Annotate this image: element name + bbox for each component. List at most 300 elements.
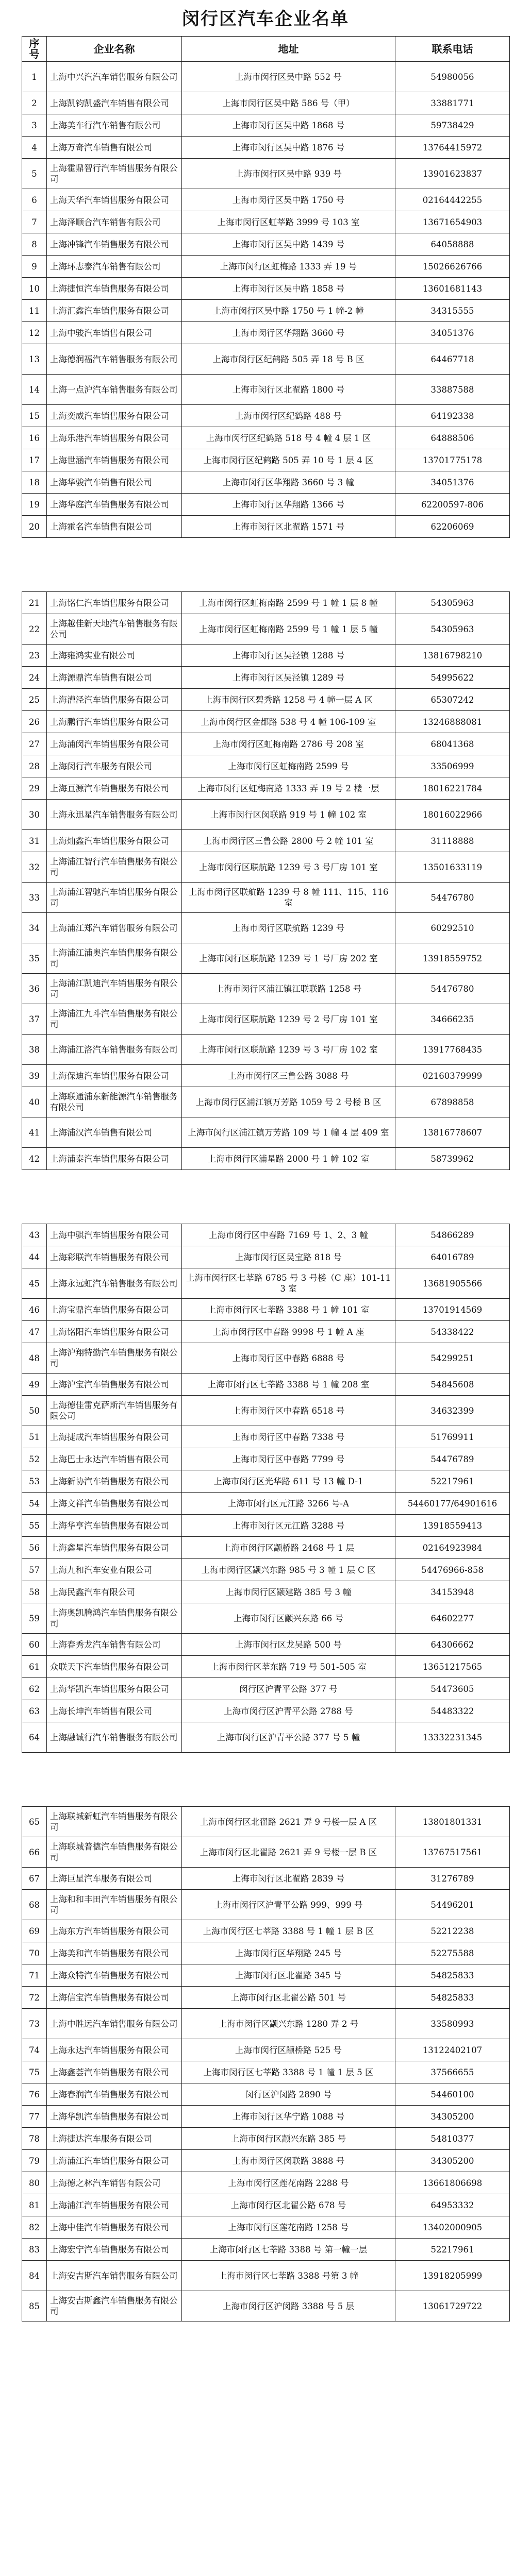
company-name: 上海华凯汽车销售服务有限公司: [47, 1678, 182, 1700]
company-phone: 54810377: [395, 2128, 510, 2150]
company-address: 上海市闵行区北翟路 1800 号: [182, 375, 395, 405]
company-phone: 68041368: [395, 733, 510, 755]
row-index: 39: [22, 1065, 47, 1087]
row-index: 19: [22, 494, 47, 516]
row-index: 60: [22, 1634, 47, 1656]
company-phone: 54995622: [395, 667, 510, 689]
company-address: 上海市闵行区七莘路 3388 号 1 幢 208 室: [182, 1374, 395, 1396]
row-index: 54: [22, 1493, 47, 1515]
row-index: 56: [22, 1537, 47, 1559]
table-row: [22, 494, 510, 516]
company-phone: 52212238: [395, 1920, 510, 1942]
row-index: 4: [22, 137, 47, 159]
company-address: 上海市闵行区浦江镇江联联路 1258 号: [182, 974, 395, 1004]
company-phone: 13918205999: [395, 2261, 510, 2291]
company-address: 上海市闵行区联航路 1239 号 8 幢 111、115、116 室: [182, 883, 395, 913]
company-address: 上海市闵行区纪鹤路 518 号 4 幢 4 层 1 区: [182, 427, 395, 449]
company-address: 上海市闵行区沪青平公路 999、999 号: [182, 1890, 395, 1920]
company-phone: 54980056: [395, 62, 510, 92]
company-name: 上海美车行汽车销售有限公司: [47, 114, 182, 137]
row-index: 7: [22, 211, 47, 233]
table-row: [22, 883, 510, 913]
company-address: 上海市闵行区七莘路 3388 号 1 幢 1 层 5 区: [182, 2061, 395, 2083]
row-index: 77: [22, 2106, 47, 2128]
company-phone: 34315555: [395, 300, 510, 322]
table-row: [22, 2009, 510, 2039]
company-address: 上海市闵行区吴中路 1858 号: [182, 278, 395, 300]
row-index: 64: [22, 1722, 47, 1753]
company-phone: 62200597-806: [395, 494, 510, 516]
table-row: [22, 2106, 510, 2128]
table-row: [22, 516, 510, 538]
row-index: 27: [22, 733, 47, 755]
row-index: 65: [22, 1807, 47, 1837]
table-row: [22, 2216, 510, 2239]
company-name: 上海浦江汽车销售服务有限公司: [47, 2194, 182, 2216]
company-address: 上海市闵行区华翔路 245 号: [182, 1942, 395, 1964]
company-name: 上海捷达汽车服务有限公司: [47, 2128, 182, 2150]
row-index: 14: [22, 375, 47, 405]
company-name: 上海汇鑫汽车销售服务有限公司: [47, 300, 182, 322]
company-phone: 54476780: [395, 883, 510, 913]
company-phone: 52217961: [395, 2239, 510, 2261]
header-phone: 联系电话: [395, 37, 510, 62]
company-name: 上海中骐汽车销售服务有限公司: [47, 1224, 182, 1246]
company-phone: 13767517561: [395, 1837, 510, 1868]
table-row: [22, 375, 510, 405]
row-index: 26: [22, 711, 47, 733]
table-row: [22, 114, 510, 137]
row-index: 53: [22, 1470, 47, 1493]
company-address: 上海市闵行区中春路 6518 号: [182, 1396, 395, 1426]
table-row: [22, 614, 510, 645]
company-address: 上海市闵行区纪鹤路 488 号: [182, 405, 395, 427]
company-phone: 64953332: [395, 2194, 510, 2216]
page-break: [22, 1753, 509, 1806]
company-name: 上海春润汽车销售服务有限公司: [47, 2083, 182, 2106]
row-index: 32: [22, 852, 47, 883]
company-name: 众联天下汽车销售服务有限公司: [47, 1656, 182, 1678]
company-address: 上海市闵行区北翟公路 501 号: [182, 1987, 395, 2009]
company-phone: 13601681143: [395, 278, 510, 300]
row-index: 75: [22, 2061, 47, 2083]
company-address: 上海市闵行区吴中路 1750 号: [182, 189, 395, 211]
row-index: 85: [22, 2291, 47, 2321]
row-index: 15: [22, 405, 47, 427]
company-address: 上海市闵行区北翟路 345 号: [182, 1964, 395, 1987]
row-index: 59: [22, 1603, 47, 1634]
row-index: 12: [22, 322, 47, 344]
company-name: 上海春秀龙汽车销售有限公司: [47, 1634, 182, 1656]
company-address: 上海市闵行区浦江镇万芳路 1059 号 2 号楼 B 区: [182, 1087, 395, 1117]
table-row: [22, 777, 510, 800]
company-phone: 13661806698: [395, 2172, 510, 2194]
company-name: 上海宝鼎汽车销售服务有限公司: [47, 1299, 182, 1321]
company-address: 上海市闵行区颛兴东路 66 号: [182, 1603, 395, 1634]
company-address: 上海市闵行区虹梅南路 2786 号 208 室: [182, 733, 395, 755]
company-address: 上海市闵行区颛桥路 2468 号 1 层: [182, 1537, 395, 1559]
company-address: 上海市闵行区七莘路 6785 号 3 号楼（C 座）101-113 室: [182, 1268, 395, 1299]
row-index: 1: [22, 62, 47, 92]
company-address: 上海市闵行区七莘路 3388 号 第一幢一层: [182, 2239, 395, 2261]
table-row: [22, 2083, 510, 2106]
company-phone: 33506999: [395, 755, 510, 777]
row-index: 2: [22, 92, 47, 114]
company-table: [22, 1806, 510, 2321]
company-name: 上海浦江凯迪汽车销售服务有限公司: [47, 974, 182, 1004]
company-name: 上海众特汽车销售服务有限公司: [47, 1964, 182, 1987]
company-address: 上海市闵行区元江路 3288 号: [182, 1515, 395, 1537]
company-phone: 18016022966: [395, 800, 510, 830]
company-name: 上海浦江汽车销售服务有限公司: [47, 2150, 182, 2172]
company-name: 上海融诚行汽车销售服务有限公司: [47, 1722, 182, 1753]
company-phone: 13681905566: [395, 1268, 510, 1299]
row-index: 58: [22, 1581, 47, 1603]
table-row: [22, 1448, 510, 1470]
table-row: [22, 1837, 510, 1868]
company-address: 上海市闵行区北翟路 2621 弄 9 号楼一层 A 区: [182, 1807, 395, 1837]
row-index: 70: [22, 1942, 47, 1964]
row-index: 72: [22, 1987, 47, 2009]
company-address: 上海市闵行区中春路 7799 号: [182, 1448, 395, 1470]
company-phone: 34666235: [395, 1004, 510, 1035]
row-index: 28: [22, 755, 47, 777]
row-index: 81: [22, 2194, 47, 2216]
table-row: [22, 1920, 510, 1942]
table-row: [22, 1987, 510, 2009]
company-address: 上海市闵行区吴中路 586 号（甲）: [182, 92, 395, 114]
company-name: 上海天华汽车销售服务有限公司: [47, 189, 182, 211]
row-index: 49: [22, 1374, 47, 1396]
table-row: [22, 2061, 510, 2083]
row-index: 16: [22, 427, 47, 449]
table-row: [22, 1942, 510, 1964]
table-row: [22, 405, 510, 427]
company-address: 上海市闵行区联航路 1239 号 3 号厂房 101 室: [182, 852, 395, 883]
company-name: 上海浦泰汽车销售服务有限公司: [47, 1148, 182, 1170]
company-address: 上海市闵行区浦江镇万芳路 109 号 1 幢 4 层 409 室: [182, 1117, 395, 1148]
company-address: 上海市闵行区光华路 611 号 13 幢 D-1: [182, 1470, 395, 1493]
table-row: [22, 913, 510, 943]
table-row: [22, 2172, 510, 2194]
company-name: 上海奕威汽车销售服务有限公司: [47, 405, 182, 427]
table-row: [22, 852, 510, 883]
company-name: 上海德之林汽车销售有限公司: [47, 2172, 182, 2194]
company-address: 上海市闵行区莲花南路 1258 号: [182, 2216, 395, 2239]
table-row: [22, 1268, 510, 1299]
company-address: 上海市闵行区北翟路 1571 号: [182, 516, 395, 538]
table-row: [22, 2039, 510, 2061]
company-name: 上海信宝汽车销售服务有限公司: [47, 1987, 182, 2009]
company-address: 上海市闵行区吴中路 1868 号: [182, 114, 395, 137]
table-row: [22, 300, 510, 322]
row-index: 40: [22, 1087, 47, 1117]
company-table: [22, 36, 510, 538]
row-index: 6: [22, 189, 47, 211]
company-name: 上海奥凯腾鸿汽车销售服务有限公司: [47, 1603, 182, 1634]
company-name: 上海华亨汽车销售服务有限公司: [47, 1515, 182, 1537]
row-index: 78: [22, 2128, 47, 2150]
company-name: 上海沪翔特勤汽车销售服务有限公司: [47, 1343, 182, 1374]
company-address: 上海市闵行区联航路 1239 号 1 号厂房 202 室: [182, 943, 395, 974]
company-name: 上海一点沪汽车销售服务有限公司: [47, 375, 182, 405]
company-name: 上海灿鑫汽车销售服务有限公司: [47, 830, 182, 852]
company-address: 上海市闵行区中春路 6888 号: [182, 1343, 395, 1374]
company-name: 上海源鼎汽车销售有限公司: [47, 667, 182, 689]
company-phone: 54460100: [395, 2083, 510, 2106]
table-row: [22, 1700, 510, 1722]
company-phone: 13501633119: [395, 852, 510, 883]
row-index: 33: [22, 883, 47, 913]
company-address: 上海市闵行区莲花南路 2288 号: [182, 2172, 395, 2194]
company-name: 上海和和丰田汽车销售服务有限公司: [47, 1890, 182, 1920]
company-phone: 54825833: [395, 1964, 510, 1987]
document-title: 闵行区汽车企业名单: [182, 9, 349, 29]
company-address: 上海市闵行区颛建路 385 号 3 幢: [182, 1581, 395, 1603]
company-name: 上海九和汽车安业有限公司: [47, 1559, 182, 1581]
table-row: [22, 1321, 510, 1343]
company-address: 上海市闵行区虹梅南路 1333 弄 19 号 2 楼一层: [182, 777, 395, 800]
row-index: 13: [22, 344, 47, 375]
row-index: 48: [22, 1343, 47, 1374]
row-index: 36: [22, 974, 47, 1004]
table-row: [22, 974, 510, 1004]
company-phone: 34051376: [395, 471, 510, 494]
table-row: [22, 62, 510, 92]
table-row: [22, 1374, 510, 1396]
company-phone: 54845608: [395, 1374, 510, 1396]
company-name: 上海永迅星汽车销售服务有限公司: [47, 800, 182, 830]
row-index: 18: [22, 471, 47, 494]
company-name: 上海世涵汽车销售服务有限公司: [47, 449, 182, 471]
company-address: 上海市闵行区北翟路 2621 弄 9 号楼一层 B 区: [182, 1837, 395, 1868]
company-phone: 64306662: [395, 1634, 510, 1656]
row-index: 57: [22, 1559, 47, 1581]
company-name: 上海德润福汽车销售服务有限公司: [47, 344, 182, 375]
company-name: 上海泽顺合汽车销售有限公司: [47, 211, 182, 233]
company-address: 上海市闵行区吴中路 939 号: [182, 159, 395, 189]
company-phone: 54299251: [395, 1343, 510, 1374]
table-row: [22, 1117, 510, 1148]
company-name: 上海中兴汽汽车销售服务有限公司: [47, 62, 182, 92]
row-index: 17: [22, 449, 47, 471]
row-index: 61: [22, 1656, 47, 1678]
row-index: 82: [22, 2216, 47, 2239]
table-row: [22, 137, 510, 159]
company-phone: 13801801331: [395, 1807, 510, 1837]
row-index: 80: [22, 2172, 47, 2194]
company-name: 上海乐港汽车销售服务有限公司: [47, 427, 182, 449]
company-address: 上海市闵行区碧秀路 1258 号 4 幢一层 A 区: [182, 689, 395, 711]
company-phone: 13918559413: [395, 1515, 510, 1537]
row-index: 35: [22, 943, 47, 974]
table-row: [22, 1396, 510, 1426]
company-phone: 13901623837: [395, 159, 510, 189]
table-row: [22, 1246, 510, 1268]
table-row: [22, 159, 510, 189]
row-index: 71: [22, 1964, 47, 1987]
company-phone: 34051376: [395, 322, 510, 344]
company-phone: 54338422: [395, 1321, 510, 1343]
company-name: 上海华庭汽车销售服务有限公司: [47, 494, 182, 516]
table-row: [22, 1343, 510, 1374]
company-phone: 37566655: [395, 2061, 510, 2083]
company-address: 上海市闵行区吴中路 552 号: [182, 62, 395, 92]
row-index: 63: [22, 1700, 47, 1722]
row-index: 3: [22, 114, 47, 137]
company-name: 上海霍鼎智行汽车销售服务有限公司: [47, 159, 182, 189]
company-phone: 67898858: [395, 1087, 510, 1117]
company-name: 上海华凯汽车销售服务有限公司: [47, 2106, 182, 2128]
company-name: 上海彩联汽车销售服务有限公司: [47, 1246, 182, 1268]
row-index: 66: [22, 1837, 47, 1868]
company-address: 上海市闵行区虹梅南路 2599 号 1 幢 1 层 8 幢: [182, 592, 395, 614]
company-name: 上海民鑫汽车有限公司: [47, 1581, 182, 1603]
company-phone: 64192338: [395, 405, 510, 427]
row-index: 45: [22, 1268, 47, 1299]
company-address: 上海市闵行区七莘路 3388 号 1 幢 101 室: [182, 1299, 395, 1321]
row-index: 44: [22, 1246, 47, 1268]
company-phone: 54476789: [395, 1448, 510, 1470]
company-address: 上海市闵行区颛兴东路 385 号: [182, 2128, 395, 2150]
row-index: 69: [22, 1920, 47, 1942]
row-index: 21: [22, 592, 47, 614]
company-name: 上海浦汉汽车销售有限公司: [47, 1117, 182, 1148]
row-index: 9: [22, 256, 47, 278]
company-phone: 52217961: [395, 1470, 510, 1493]
company-phone: 54483322: [395, 1700, 510, 1722]
company-address: 上海市闵行区颛兴东路 1280 弄 2 号: [182, 2009, 395, 2039]
table-row: [22, 1581, 510, 1603]
company-address: 上海市闵行区七莘路 3388 号第 3 幢: [182, 2261, 395, 2291]
company-address: 上海市闵行区纪鹤路 505 弄 10 号 1 层 4 区: [182, 449, 395, 471]
company-phone: 31118888: [395, 830, 510, 852]
company-phone: 34632399: [395, 1396, 510, 1426]
company-address: 上海市闵行区吴泾镇 1288 号: [182, 645, 395, 667]
table-row: [22, 1065, 510, 1087]
company-phone: 54305963: [395, 614, 510, 645]
table-header-row: [22, 37, 510, 62]
table-row: [22, 2150, 510, 2172]
company-address: 上海市闵行区华翔路 3660 号: [182, 322, 395, 344]
company-phone: 13764415972: [395, 137, 510, 159]
company-name: 上海鑫荟汽车销售服务有限公司: [47, 2061, 182, 2083]
table-row: [22, 1678, 510, 1700]
company-address: 上海市闵行区金都路 538 号 4 幢 106-109 室: [182, 711, 395, 733]
company-address: 上海市闵行区吴宝路 818 号: [182, 1246, 395, 1268]
company-name: 上海浦江九斗汽车销售服务有限公司: [47, 1004, 182, 1035]
company-name: 上海巴士永达汽车销售有限公司: [47, 1448, 182, 1470]
company-name: 上海环志泰汽车销售有限公司: [47, 256, 182, 278]
company-name: 上海浦江浦奥汽车销售服务有限公司: [47, 943, 182, 974]
table-row: [22, 800, 510, 830]
header-address: 地址: [182, 37, 395, 62]
table-row: [22, 1656, 510, 1678]
company-phone: 13061729722: [395, 2291, 510, 2321]
table-row: [22, 1299, 510, 1321]
company-address: 上海市闵行区七莘路 3388 号 1 幢 1 层 B 区: [182, 1920, 395, 1942]
company-name: 上海中佳汽车销售服务有限公司: [47, 2216, 182, 2239]
table-row: [22, 755, 510, 777]
company-phone: 31276789: [395, 1868, 510, 1890]
company-name: 上海美和汽车销售服务有限公司: [47, 1942, 182, 1964]
table-row: [22, 1493, 510, 1515]
header-company-name: 企业名称: [47, 37, 182, 62]
table-row: [22, 211, 510, 233]
company-name: 上海浦江智驰汽车销售服务有限公司: [47, 883, 182, 913]
company-phone: 33881771: [395, 92, 510, 114]
row-index: 5: [22, 159, 47, 189]
company-name: 上海联通浦东新能源汽车销售服务有限公司: [47, 1087, 182, 1117]
company-phone: 13816778607: [395, 1117, 510, 1148]
table-row: [22, 427, 510, 449]
company-phone: 13332231345: [395, 1722, 510, 1753]
company-name: 上海凯钧凯盛汽车销售有限公司: [47, 92, 182, 114]
company-address: 上海市闵行区中春路 7169 号 1、2、3 幢: [182, 1224, 395, 1246]
company-name: 上海巨星汽车服务有限公司: [47, 1868, 182, 1890]
table-row: [22, 1890, 510, 1920]
page-break: [22, 538, 509, 591]
table-row: [22, 667, 510, 689]
table-row: [22, 1470, 510, 1493]
company-phone: 13402000905: [395, 2216, 510, 2239]
table-row: [22, 92, 510, 114]
company-address: 上海市闵行区华翔路 3660 号 3 幢: [182, 471, 395, 494]
company-address: 上海市闵行区莘东路 719 号 501-505 室: [182, 1656, 395, 1678]
table-row: [22, 1426, 510, 1448]
row-index: 42: [22, 1148, 47, 1170]
row-index: 73: [22, 2009, 47, 2039]
table-row: [22, 592, 510, 614]
row-index: 11: [22, 300, 47, 322]
company-phone: 54305963: [395, 592, 510, 614]
row-index: 38: [22, 1035, 47, 1065]
company-name: 上海闵行汽车服务有限公司: [47, 755, 182, 777]
company-phone: 65307242: [395, 689, 510, 711]
row-index: 43: [22, 1224, 47, 1246]
company-name: 上海中骏汽车销售有限公司: [47, 322, 182, 344]
company-address: 上海市闵行区中春路 9998 号 1 幢 A 座: [182, 1321, 395, 1343]
company-name: 上海联城新虹汽车销售服务有限公司: [47, 1807, 182, 1837]
table-row: [22, 2128, 510, 2150]
company-phone: 54825833: [395, 1987, 510, 2009]
row-index: 31: [22, 830, 47, 852]
row-index: 52: [22, 1448, 47, 1470]
table-row: [22, 1722, 510, 1753]
row-index: 74: [22, 2039, 47, 2061]
row-index: 29: [22, 777, 47, 800]
company-name: 上海漕泾汽车销售服务有限公司: [47, 689, 182, 711]
company-phone: 02160379999: [395, 1065, 510, 1087]
company-phone: 54496201: [395, 1890, 510, 1920]
company-phone: 51769911: [395, 1426, 510, 1448]
row-index: 25: [22, 689, 47, 711]
company-name: 上海保迪汽车销售服务有限公司: [47, 1065, 182, 1087]
company-phone: 52275588: [395, 1942, 510, 1964]
company-list: [22, 36, 509, 2321]
table-row: [22, 2239, 510, 2261]
table-row: [22, 689, 510, 711]
company-name: 上海宏宁汽车销售服务有限公司: [47, 2239, 182, 2261]
company-address: 上海市闵行区龙吴路 500 号: [182, 1634, 395, 1656]
company-name: 上海中胜远汽车销售服务有限公司: [47, 2009, 182, 2039]
company-table: [22, 591, 510, 1170]
company-address: 上海市闵行区联航路 1239 号: [182, 913, 395, 943]
company-phone: 13122402107: [395, 2039, 510, 2061]
company-name: 上海安吉斯鑫汽车销售服务有限公司: [47, 2291, 182, 2321]
company-phone: 59738429: [395, 114, 510, 137]
company-phone: 58739962: [395, 1148, 510, 1170]
